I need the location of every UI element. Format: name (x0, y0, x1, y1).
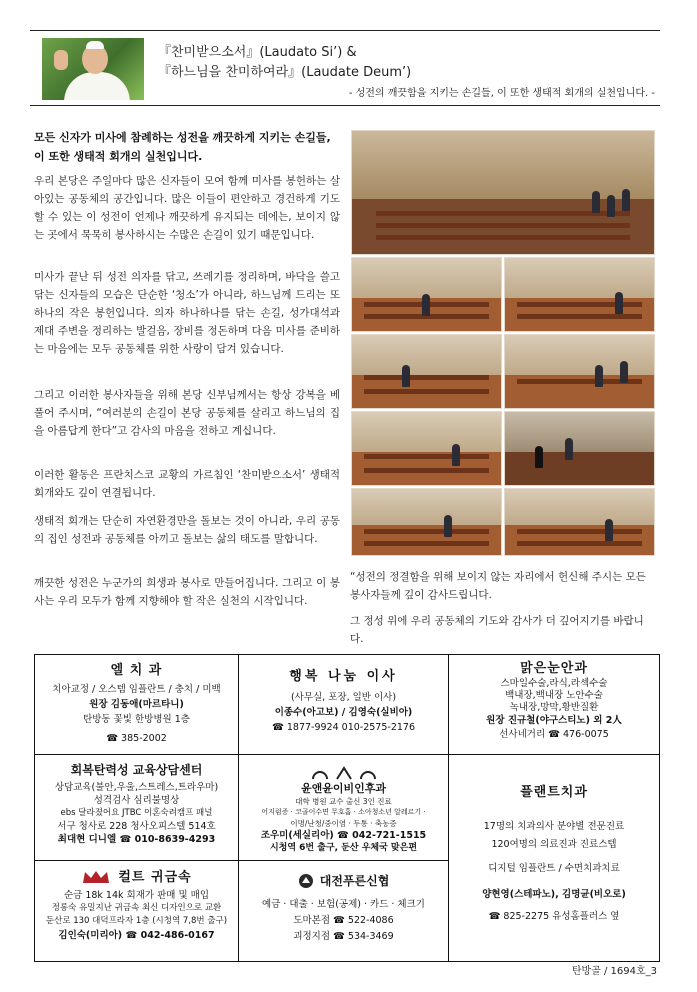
ad-plant-line3: 디지털 임플란트 / 수면치과치료 (488, 863, 620, 874)
ad-elchi-title: 엘 치 과 (110, 663, 163, 678)
ad-malgeun-line3: 녹내장,망막,황반질환 (509, 702, 599, 713)
ad-haengbok-title: 행복 나눔 이사 (289, 669, 398, 684)
photo-cleaning-2 (504, 257, 655, 332)
header-title-line1: 『찬미받으소서』(Laudato Si’) & (158, 45, 357, 60)
ad-malgeun-line2: 백내장,백내장 노안수술 (505, 690, 603, 701)
ad-gold-line4: 김인숙(미리아) ☎ 042-486-0167 (58, 930, 215, 941)
ad-malgeun-line4: 원장 진규철(야구스티노) 외 2人 (486, 715, 622, 726)
ad-elchi (35, 655, 239, 755)
ad-gold-line3: 둔산로 130 대덕프라자 1층 (시청역 7,8번 출구) (45, 916, 228, 926)
ads-grid (34, 654, 660, 962)
ad-bank-header (239, 873, 448, 889)
crown-logo-icon (81, 869, 111, 885)
ad-plant (449, 755, 659, 961)
ad-yoon-logo (239, 765, 448, 781)
ad-hoebok-title: 회복탄력성 교육상담센터 (70, 763, 203, 777)
ad-malgeun-line5: 선사네거리 ☎ 476-0075 (499, 729, 609, 740)
ad-hoebok-line1: 상담교육(불안,우울,스트레스,트라우마) (54, 782, 219, 793)
photo-cleaning-8 (504, 488, 655, 556)
ad-elchi-phone: ☎ 385-2002 (106, 733, 167, 744)
ad-bank-line2: 도마본점 ☎ 522-4086 (293, 915, 394, 926)
ad-yoon (239, 755, 449, 861)
ad-gold (35, 861, 239, 961)
ad-yoon-line1: 대학 병원 교수 출신 3인 진료 (295, 797, 392, 806)
photo-cleaning-6 (504, 411, 655, 486)
ad-yoon-line5: 시청역 6번 출구, 둔산 우체국 맞은편 (269, 843, 418, 853)
ad-yoon-title: 윤앤윤이비인후과 (300, 782, 386, 795)
ad-haengbok-phone: ☎ 1877-9924 010-2575-2176 (272, 722, 415, 733)
ad-gold-line2: 정롱숙 유밀지난 귀금속 최신 디자인으로 교환 (51, 903, 222, 913)
ad-gold-line1: 순금 18k 14k 회재가 판매 및 매입 (63, 890, 210, 901)
photo-cleaning-7 (351, 488, 502, 556)
ad-hoebok-line4: 서구 청사로 228 청사오피스텔 514호 (57, 821, 216, 832)
header-subtitle: - 성전의 깨끗함을 지키는 손길들, 이 또한 생태적 회개의 실천입니다. - (348, 88, 655, 99)
article-paragraph-5: 생태적 회개는 단순히 자연환경만을 돌보는 것이 아니라, 우리 공동의 집인 성전과 공동체를 아끼고 돌보는 삶의 태도를 말합니다. (34, 515, 340, 545)
article-paragraph-6: 깨끗한 성전은 누군가의 희생과 봉사로 만들어집니다. 그리고 이 봉사는 우리 모두가 함께 지향해야 할 작은 실천의 시작입니다. (34, 577, 340, 607)
header-bottom-rule (30, 105, 660, 106)
ad-bank (239, 861, 449, 961)
photo-cleaning-5 (351, 411, 502, 486)
ad-haengbok-line2: 이종수(아고보) / 김영숙(실비아) (274, 707, 413, 718)
ad-hoebok-line5: 최대현 디니엘 ☎ 010-8639-4293 (57, 834, 216, 845)
ad-plant-title: 플랜트치과 (520, 785, 588, 800)
photo-cleaning-4 (504, 334, 655, 409)
article-paragraph-4: 이러한 활동은 프란치스코 교황의 가르침인 ‘찬미받으소서’ 생태적 회개와도 깊이 연결됩니다. (34, 469, 340, 499)
page-footer: 탄방골 / 1694호_3 (571, 966, 657, 977)
article-paragraph-1: 우리 본당은 주일마다 많은 신자들이 모여 함께 미사를 봉헌하는 살아있는 공동체의 공간입니다. 많은 이들이 편안하고 경건하게 기도할 수 있는 이 성전이 언제나 깨끗하게 유지되는 데에는, 보이지 않는 곳에서 묵묵히 봉사하시는 수많은 손길이 있기 때문입니다. (34, 175, 340, 241)
ad-malgeun-line1: 스마일수술,라식,라섹수술 (500, 678, 608, 689)
bank-logo-icon (298, 873, 314, 889)
ad-yoon-line4: 조우미(세실리아) ☎ 042-721-1515 (260, 830, 427, 841)
ad-haengbok (239, 655, 449, 755)
article-paragraph-3: 그리고 이러한 봉사자들을 위해 본당 신부님께서는 항상 강복을 베풀어 주시며, “여러분의 손길이 본당 공동체를 살리고 하느님의 집을 아름답게 한다”고 감사의 마음을 전하고 계십니다. (34, 389, 340, 437)
photo-caption-1: “성전의 정결함을 위해 보이지 않는 자리에서 헌신해 주시는 모든 봉사자들께 깊이 감사드립니다. (350, 571, 646, 601)
ad-hoebok-line2: 성격검사 심리불명상 (93, 795, 180, 806)
ad-bank-line3: 괴정지점 ☎ 534-3469 (293, 931, 394, 942)
ad-plant-phone: ☎ 825-2275 유성홈플러스 옆 (488, 911, 620, 922)
ad-plant-line2: 120여명의 의료진과 진료스텝 (491, 839, 617, 850)
ad-plant-line1: 17명의 치과의사 분야별 전문진료 (483, 821, 625, 832)
ad-yoon-line2: 어지럼증 · 코골이수면 무호흡 · 소아청소년 알레르기 · (261, 808, 426, 816)
top-rule (30, 30, 660, 31)
ad-haengbok-line1: (사무실, 포장, 일반 이사) (290, 692, 397, 703)
article-lead: 모든 신자가 미사에 참례하는 성전을 깨끗하게 지키는 손길들, 이 또한 생태적 회개의 실천입니다. (34, 131, 331, 163)
ad-malgeun-title: 맑은눈안과 (520, 661, 588, 676)
ad-gold-title: 컬트 귀금속 (118, 869, 192, 885)
ad-plant-line4: 양현영(스테파노), 김명균(비오로) (482, 889, 626, 900)
ad-malgeun (449, 655, 659, 755)
ad-bank-line1: 예금 · 대출 · 보험(공제) · 카드 · 체크기 (262, 899, 425, 910)
ad-hoebok-line3: ebs 달라졌어요 JTBC 이혼숙려캠프 패널 (60, 808, 213, 818)
ad-yoon-line3: 이명/난청/중이염 · 두통 · 축농증 (290, 819, 397, 828)
photo-church-interior (351, 130, 655, 255)
clinic-logo-icon (309, 765, 379, 781)
article-paragraph-2: 미사가 끝난 뒤 성전 의자를 닦고, 쓰레기를 정리하며, 바닥을 쓸고 닦는 신자들의 모습은 단순한 ‘청소’가 아니라, 하느님께 드리는 또 하나의 작은 봉헌입니다. 의자 하나하나를 닦는 손길, 성가대석과 제대 주변을 정리하는 발걸음, 장비를 정돈하며 다음 미사를 준비하는 마음에는 모두 공동체를 위한 사랑이 담겨 있습니다. (34, 271, 340, 355)
ad-bank-title: 대전푸른신협 (319, 873, 390, 888)
photo-caption-2: 그 정성 위에 우리 공동체의 기도와 감사가 더 깊어지기를 바랍니다. (350, 615, 644, 645)
header-title-line2: 『하느님을 찬미하여라』(Laudate Deum’) (158, 65, 412, 80)
pope-photo (42, 38, 144, 100)
ad-elchi-line3: 탄방동 꽃빛 한방병원 1층 (83, 714, 190, 725)
ad-elchi-line1: 치아교정 / 오스템 임플란트 / 충치 / 미백 (52, 684, 221, 695)
ad-hoebok (35, 755, 239, 861)
photo-cleaning-3 (351, 334, 502, 409)
ad-gold-header (35, 869, 238, 885)
photo-cleaning-1 (351, 257, 502, 332)
ad-elchi-line2: 원장 김동애(마르타니) (89, 699, 184, 710)
